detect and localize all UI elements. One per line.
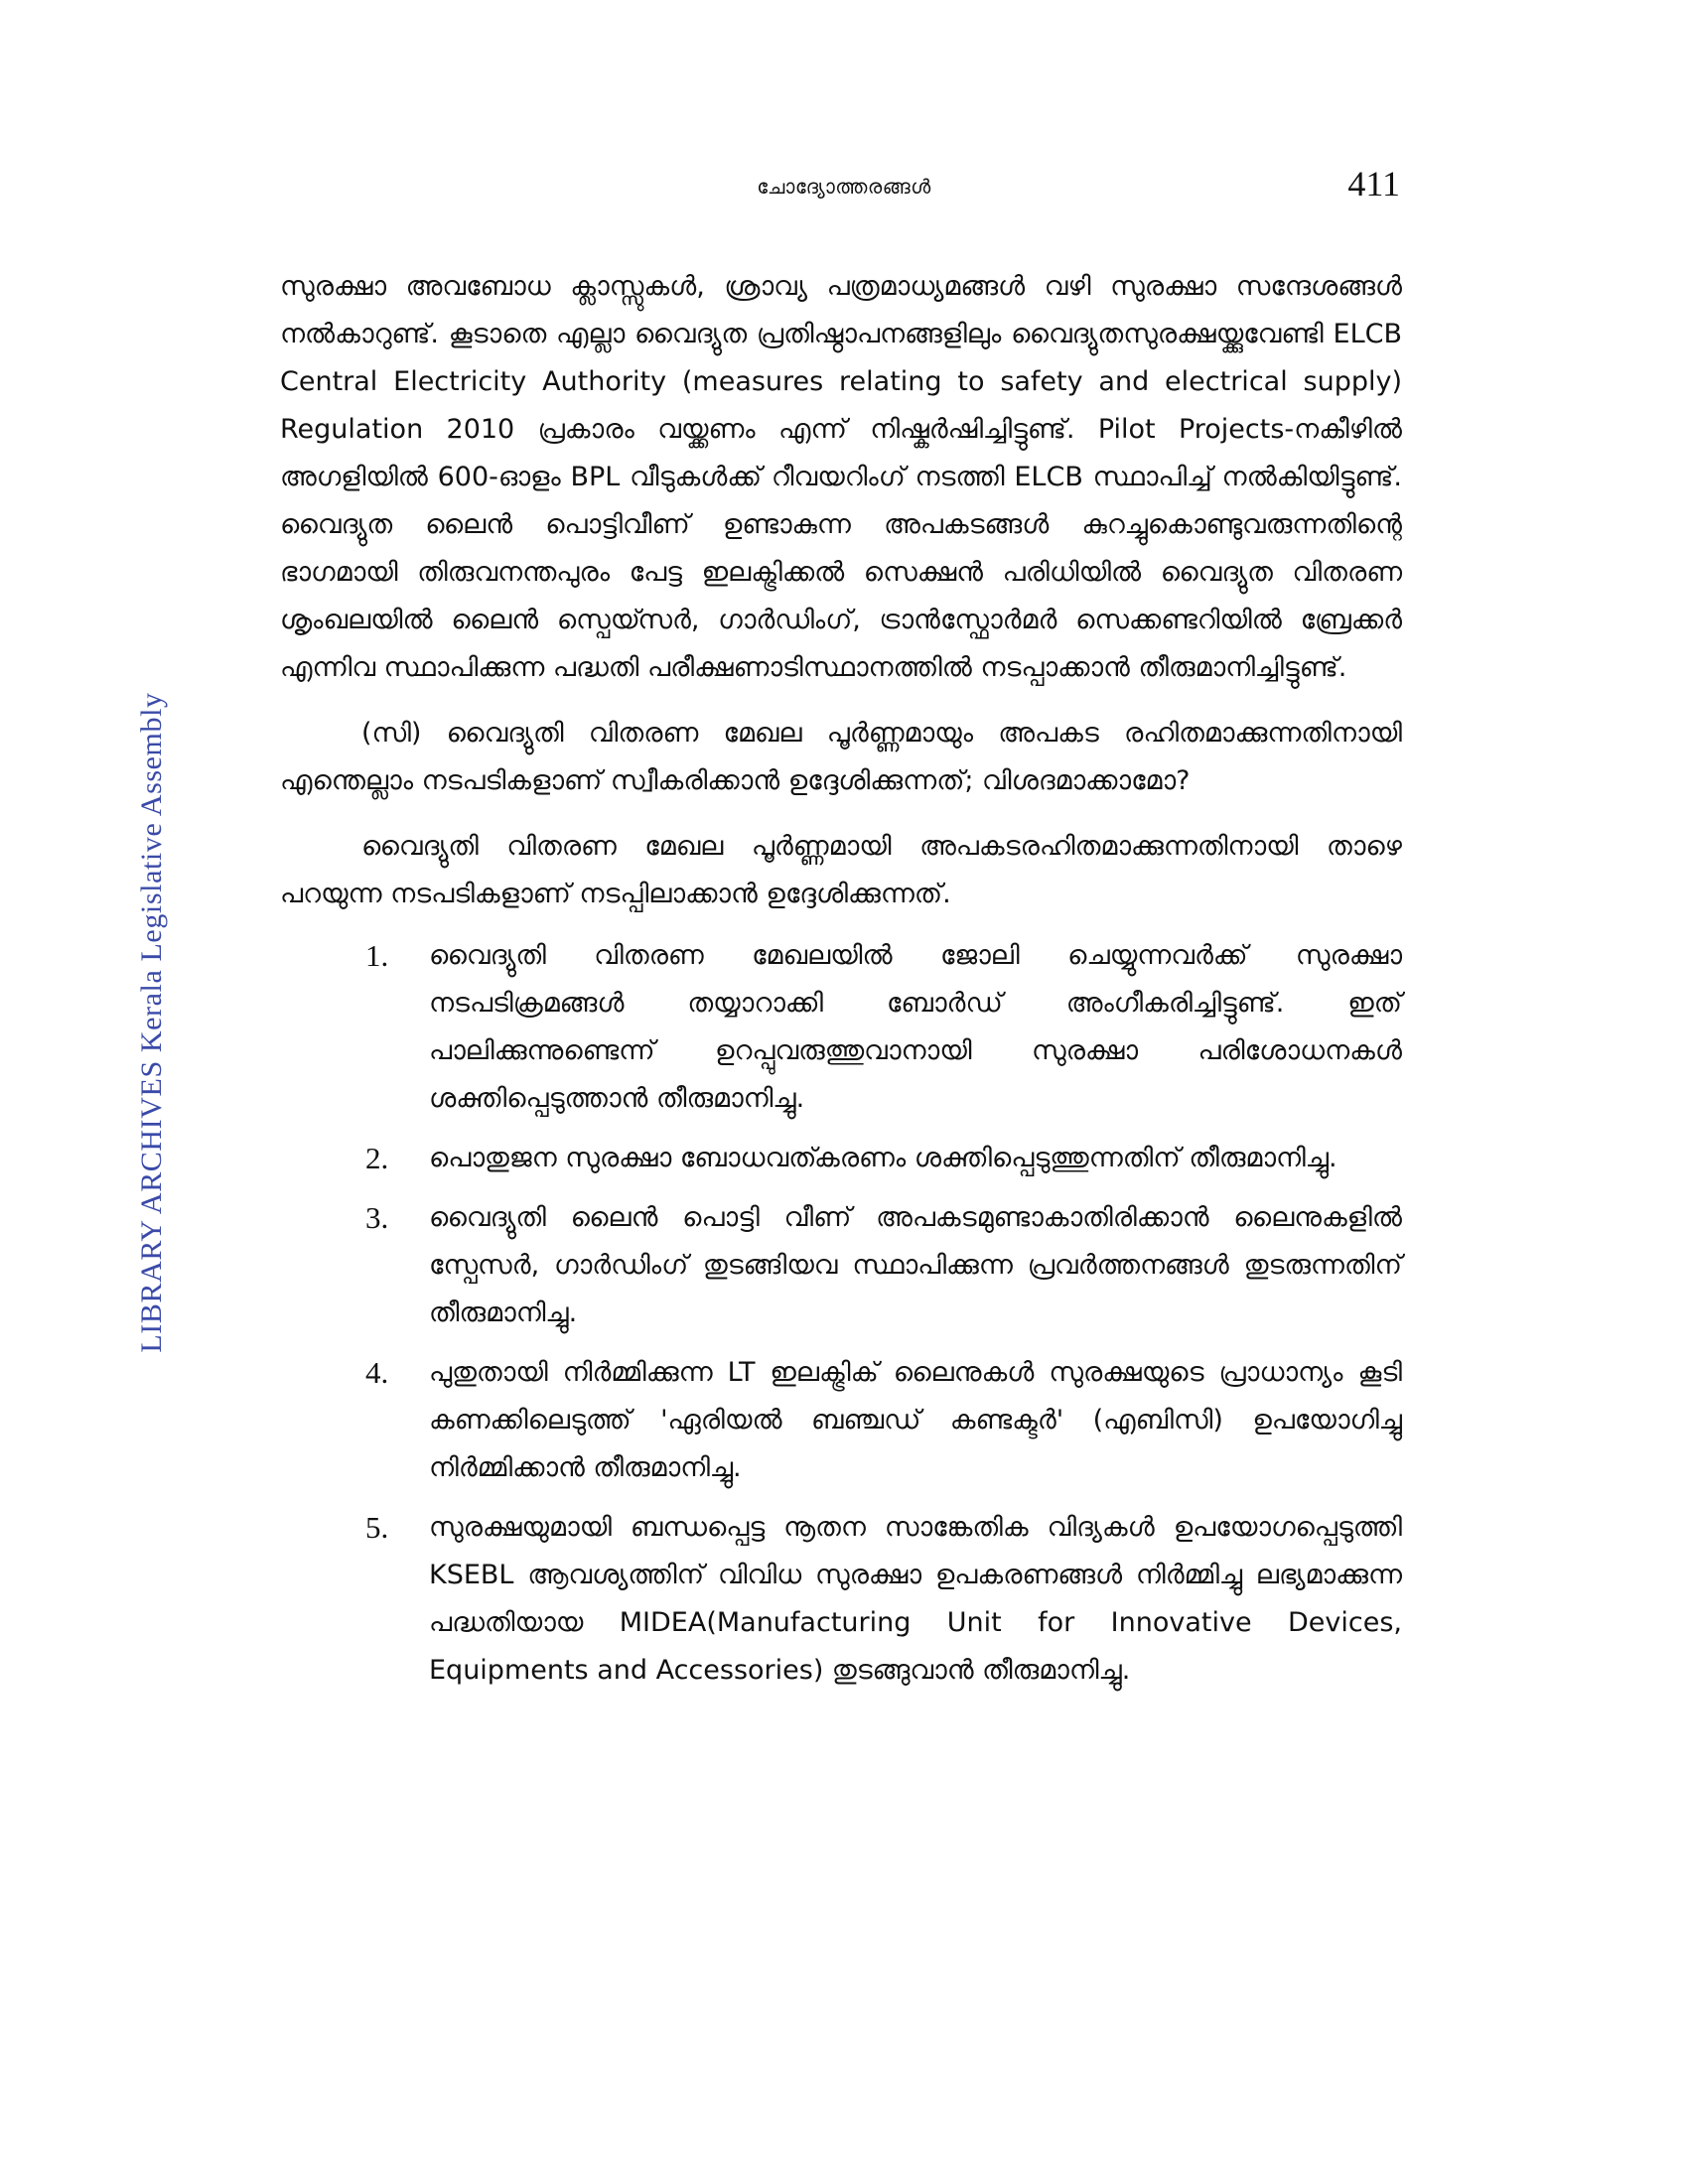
body-paragraph: സുരക്ഷാ അവബോധ ക്ലാസ്സുകൾ, ശ്രാവ്യ പത്രമാധ്യമങ്ങൾ വഴി സുരക്ഷാ സന്ദേശങ്ങൾ നൽകാറുണ്ട്. കൂടാതെ എല്ലാ വൈദ്യുത പ്രതിഷ്ഠാപനങ്ങളിലും വൈദ്യുതസുരക്ഷയ്ക്കുവേണ്ടി ELCB Central Electricity Authority (measures relating to safety and electrical supply) Regulation 2010 പ്രകാരം വയ്ക്കണം എന്ന് നിഷ്കർഷിച്ചിട്ടുണ്ട്. Pilot Projects-നകീഴിൽ അഗളിയിൽ 600-ഓളം BPL വീടുകൾക്ക് റീവയറിംഗ് നടത്തി ELCB സ്ഥാപിച്ച് നൽകിയിട്ടുണ്ട്. വൈദ്യുത ലൈൻ പൊട്ടിവീണ് ഉണ്ടാകുന്ന അപകടങ്ങൾ കുറച്ചുകൊണ്ടുവരുന്നതിന്റെ ഭാഗമായി തിരുവനന്തപുരം പേട്ട ഇലക്ട്രിക്കൽ സെക്ഷൻ പരിധിയിൽ വൈദ്യുത വിതരണ ശൃംഖലയിൽ ലൈൻ സ്പെയ്സർ, ഗാർഡിംഗ്, ട്രാൻസ്ഫോർമർ സെക്കണ്ടറിയിൽ ബ്രേക്കർ എന്നിവ സ്ഥാപിക്കുന്ന പദ്ധതി പരീക്ഷണാടിസ്ഥാനത്തിൽ നടപ്പാക്കാൻ തീരുമാനിച്ചിട്ടുണ്ട്.	[280, 271, 1402, 683]
answer-intro-paragraph: വൈദ്യുതി വിതരണ മേഖല പൂർണ്ണമായി അപകടരഹിതമാക്കുന്നതിനായി താഴെ പറയുന്ന നടപടികളാണ് നടപ്പിലാക്കാൻ ഉദ്ദേശിക്കുന്നത്.	[280, 831, 1402, 909]
list-item-text: വൈദ്യുതി ലൈൻ പൊട്ടി വീണ് അപകടമുണ്ടാകാതിരിക്കാൻ ലൈനുകളിൽ സ്പേസർ, ഗാർഡിംഗ് തുടങ്ങിയവ സ്ഥാപിക്കുന്ന പ്രവർത്തനങ്ങൾ തുടരുന്നതിന് തീരുമാനിച്ചു.	[429, 1202, 1402, 1328]
list-item-number: 4.	[365, 1355, 389, 1390]
measures-list	[280, 932, 1402, 1695]
list-item-text: പൊതുജന സുരക്ഷാ ബോധവത്കരണം ശക്തിപ്പെടുത്തുന്നതിന് തീരുമാനിച്ചു.	[429, 1143, 1337, 1173]
list-item-number: 2.	[365, 1141, 389, 1175]
archive-watermark: LIBRARY ARCHIVES Kerala Legislative Assembly	[135, 692, 168, 1353]
document-body	[280, 263, 1402, 1706]
page-number: 411	[1347, 164, 1400, 204]
page-header-title: ചോദ്യോത്തരങ്ങൾ	[757, 175, 931, 199]
list-item	[365, 1349, 1402, 1492]
list-item-text: സുരക്ഷയുമായി ബന്ധപ്പെട്ട നൂതന സാങ്കേതിക വിദ്യകൾ ഉപയോഗപ്പെടുത്തി KSEBL ആവശ്യത്തിന് വിവിധ സുരക്ഷാ ഉപകരണങ്ങൾ നിർമ്മിച്ചു ലഭ്യമാക്കുന്ന പദ്ധതിയായ MIDEA(Manufacturing Unit for Innovative Devices, Equipments and Accessories) തുടങ്ങുവാൻ തീരുമാനിച്ചു.	[429, 1512, 1402, 1686]
list-item-text: പുതുതായി നിർമ്മിക്കുന്ന LT ഇലക്ട്രിക് ലൈനുകൾ സുരക്ഷയുടെ പ്രാധാന്യം കൂടി കണക്കിലെടുത്ത് 'ഏരിയൽ ബഞ്ചഡ് കണ്ടക്ടർ' (എബിസി) ഉപയോഗിച്ചു നിർമ്മിക്കാൻ തീരുമാനിച്ചു.	[429, 1357, 1402, 1483]
question-paragraph: (സി) വൈദ്യുതി വിതരണ മേഖല പൂർണ്ണമായും അപകട രഹിതമാക്കുന്നതിനായി എന്തെല്ലാം നടപടികളാണ് സ്വീകരിക്കാൻ ഉദ്ദേശിക്കുന്നത്; വിശദമാക്കാമോ?	[280, 718, 1402, 796]
list-item-number: 5.	[365, 1510, 389, 1545]
list-item-text: വൈദ്യുതി വിതരണ മേഖലയിൽ ജോലി ചെയ്യുന്നവർക്ക് സുരക്ഷാ നടപടിക്രമങ്ങൾ തയ്യാറാക്കി ബോർഡ് അംഗീകരിച്ചിട്ടുണ്ട്. ഇത് പാലിക്കുന്നുണ്ടെന്ന് ഉറപ്പുവരുത്തുവാനായി സുരക്ഷാ പരിശോധനകൾ ശക്തിപ്പെടുത്താൻ തീരുമാനിച്ചു.	[429, 940, 1402, 1114]
list-item-number: 1.	[365, 938, 389, 973]
list-item	[365, 932, 1402, 1123]
list-item	[365, 1504, 1402, 1695]
list-item	[365, 1135, 1402, 1182]
list-item-number: 3.	[365, 1200, 389, 1235]
list-item	[365, 1194, 1402, 1337]
